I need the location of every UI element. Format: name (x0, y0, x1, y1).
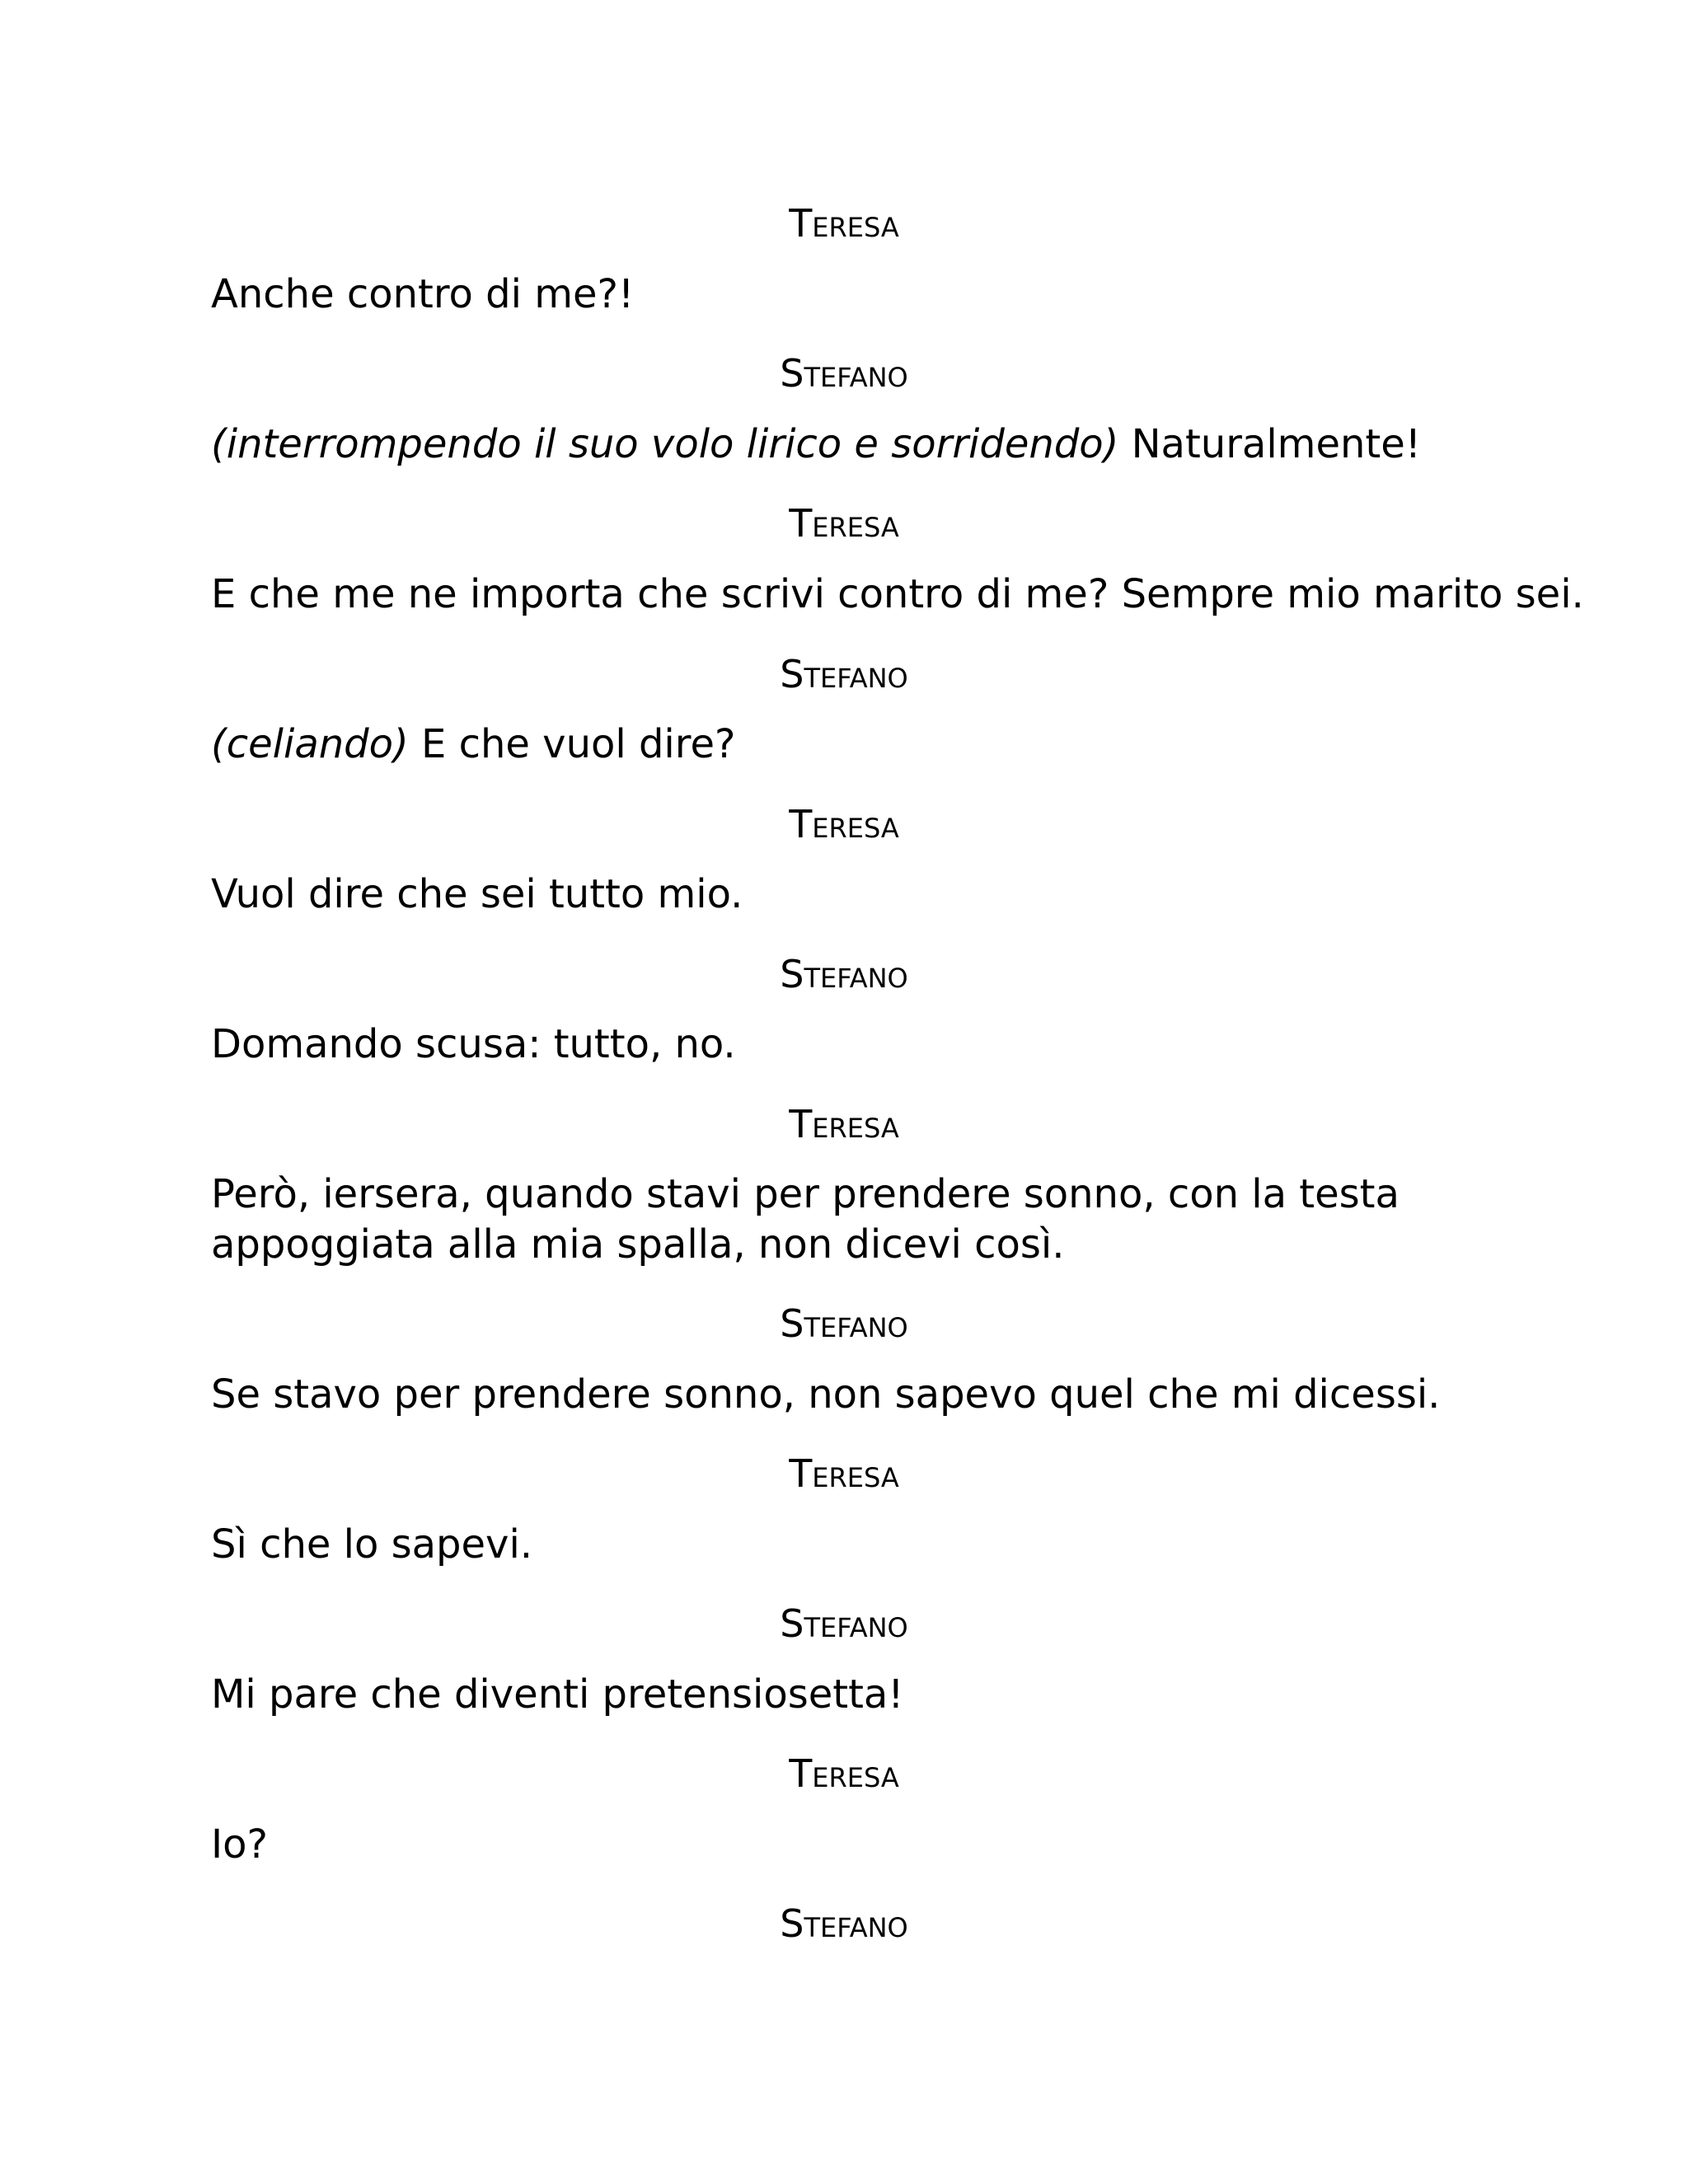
dialogue-line (211, 269, 1530, 319)
stage-direction: (celiando) (211, 721, 409, 767)
speaker-name: Stefano (780, 652, 908, 696)
speaker-name: Teresa (789, 1451, 899, 1496)
speaker-name: Teresa (789, 201, 899, 246)
dialogue-text: E che vuol dire? (408, 721, 736, 767)
dialogue-line (211, 869, 1530, 919)
dialogue-text: Mi pare che diventi pretensiosetta! (211, 1671, 904, 1718)
dialogue-line (211, 1019, 1530, 1069)
speaker-name: Stefano (780, 952, 908, 996)
speaker-name: Stefano (780, 1301, 908, 1346)
speaker-name: Teresa (789, 1102, 899, 1146)
dialogue-line (211, 1169, 1530, 1219)
dialogue-line (211, 569, 1584, 619)
dialogue-text: Naturalmente! (1118, 421, 1421, 467)
dialogue-line (211, 1670, 1530, 1719)
dialogue-line-continued (211, 1220, 1530, 1269)
speaker-name: Teresa (789, 1751, 899, 1796)
speaker-name: Stefano (780, 351, 908, 396)
speaker-name: Stefano (780, 1901, 908, 1946)
dialogue-text: Anche contro di me?! (211, 271, 635, 317)
dialogue-text: Però, iersera, quando stavi per prendere sonno, con la testa (211, 1171, 1400, 1217)
dialogue-line (211, 1370, 1530, 1419)
speaker-name: Teresa (789, 802, 899, 846)
speaker-name: Teresa (789, 501, 899, 546)
dialogue-text: Io? (211, 1821, 268, 1868)
dialogue-line (211, 719, 1530, 769)
dialogue-text: E che me ne importa che scrivi contro di me? Sempre mio marito sei. (211, 571, 1584, 617)
dialogue-line (211, 1520, 1530, 1569)
speaker-name: Stefano (780, 1601, 908, 1646)
dialogue-text: appoggiata alla mia spalla, non dicevi così. (211, 1221, 1065, 1268)
dialogue-text: Sì che lo sapevi. (211, 1521, 533, 1568)
stage-direction: (interrompendo il suo volo lirico e sorridendo) (211, 421, 1119, 467)
dialogue-text: Domando scusa: tutto, no. (211, 1021, 736, 1067)
dialogue-text: Vuol dire che sei tutto mio. (211, 871, 743, 917)
dialogue-text: Se stavo per prendere sonno, non sapevo quel che mi dicessi. (211, 1371, 1441, 1418)
dialogue-line (211, 419, 1530, 469)
dialogue-line (211, 1820, 1530, 1869)
